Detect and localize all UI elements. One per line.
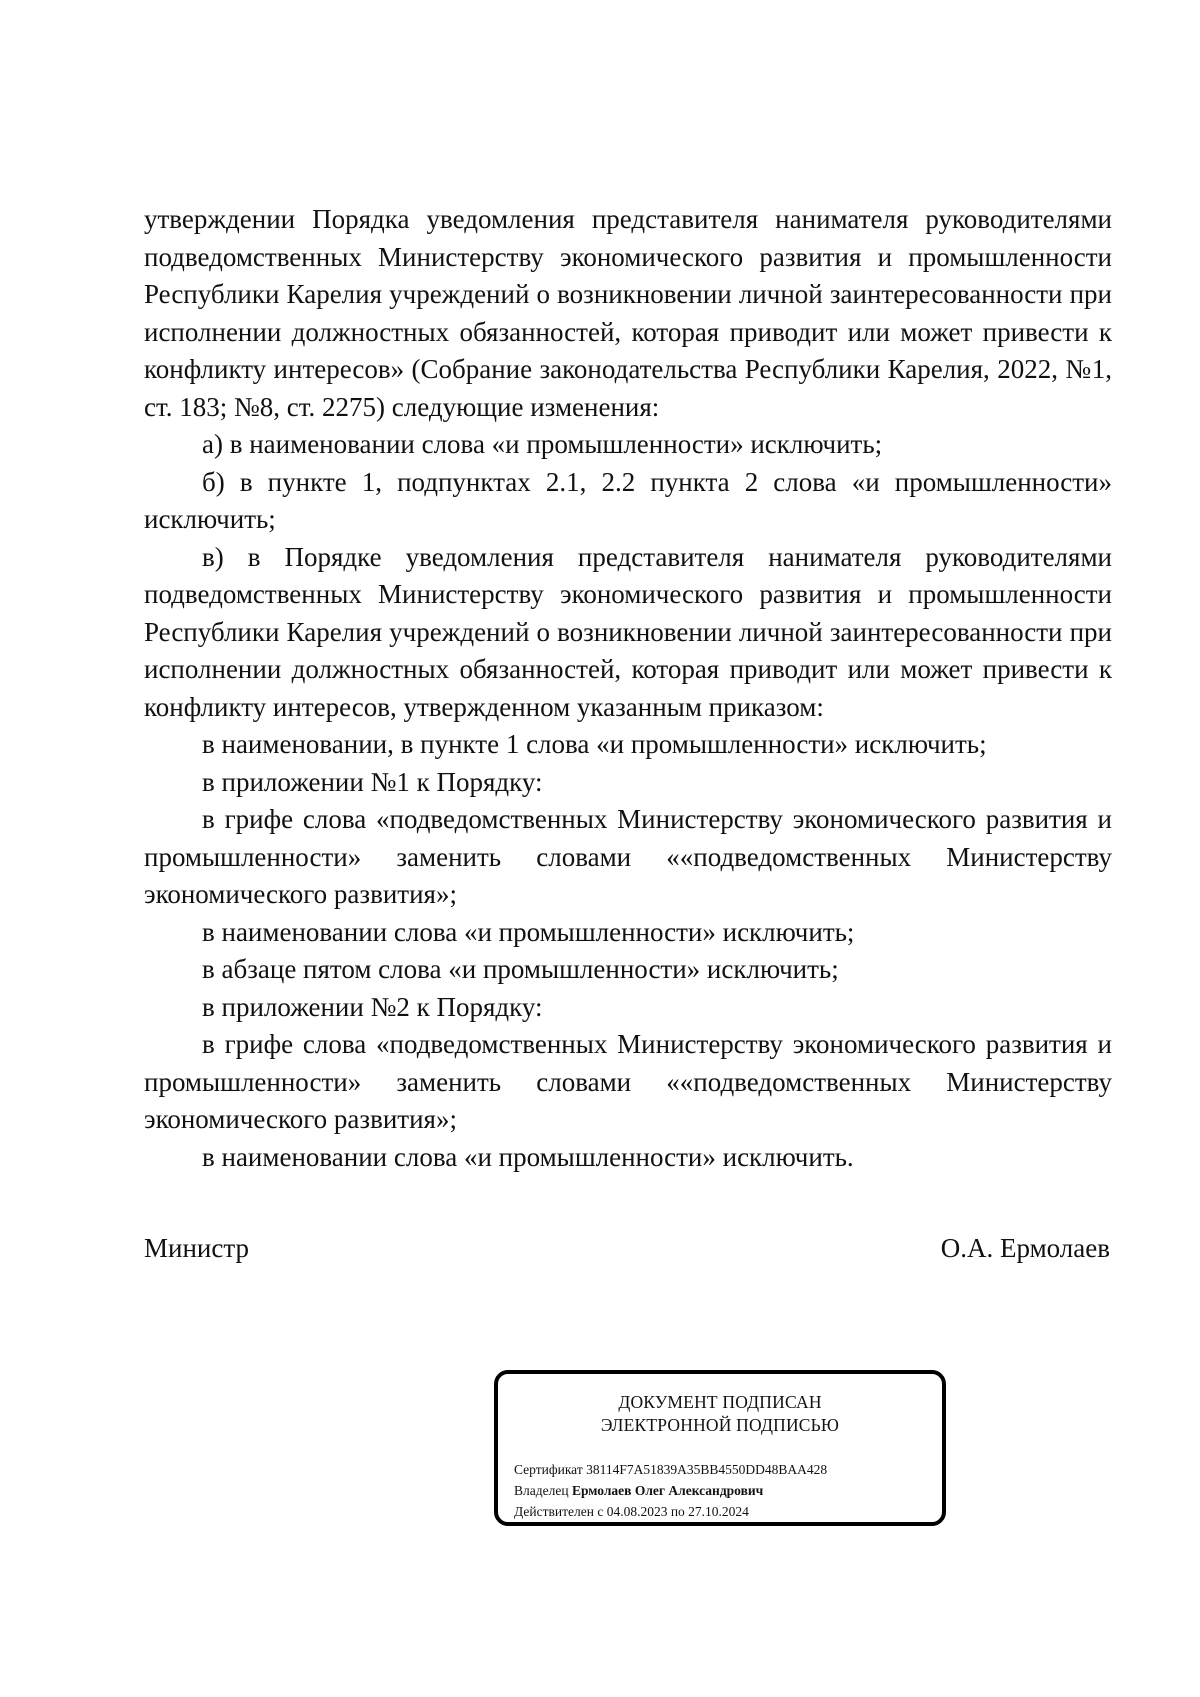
valid-from-label: с bbox=[597, 1504, 604, 1519]
signature-row bbox=[144, 1230, 1110, 1268]
paragraph-intro: утверждении Порядка уведомления представителя нанимателя руководителями подведомственных Министерству экономического развития и промышленности Республики Карелия учреждений о возникновении личной заинтересованности при исполнении должностных обязанностей, которая приводит или может привести к конфликту интересов» (Собрание законодательства Республики Карелия, 2022, №1, ст. 183; №8, ст. 2275) следующие изменения: bbox=[144, 204, 1112, 422]
valid-from: 04.08.2023 bbox=[606, 1504, 668, 1519]
paragraph-appendix-1-fifth: в абзаце пятом слова «и промышленности» исключить; bbox=[202, 954, 839, 984]
stamp-title-line1: ДОКУМЕНТ ПОДПИСАН bbox=[618, 1392, 822, 1412]
stamp-owner-row bbox=[514, 1480, 934, 1501]
document-body bbox=[144, 201, 1112, 1176]
valid-label: Действителен bbox=[514, 1504, 594, 1519]
paragraph-item-v: в) в Порядке уведомления представителя нанимателя руководителями подведомственных Министерству экономического развития и промышленности Республики Карелия учреждений о возникновении личной заинтересованности при исполнении должностных обязанностей, которая приводит или может привести к конфликту интересов, утвержденном указанным приказом: bbox=[144, 541, 1112, 722]
certificate-label: Сертификат bbox=[514, 1462, 583, 1477]
stamp-details bbox=[514, 1459, 934, 1522]
paragraph-appendix-1: в приложении №1 к Порядку: bbox=[202, 766, 543, 797]
signer-name: О.А. Ермолаев bbox=[940, 1233, 1110, 1263]
stamp-title-line2: ЭЛЕКТРОННОЙ ПОДПИСЬЮ bbox=[600, 1415, 840, 1435]
stamp-title bbox=[498, 1391, 942, 1437]
paragraph-naming-item1: в наименовании, в пункте 1 слова «и промышленности» исключить; bbox=[202, 729, 987, 759]
paragraph-appendix-2: в приложении №2 к Порядку: bbox=[202, 991, 543, 1022]
owner-label: Владелец bbox=[514, 1483, 569, 1498]
paragraph-appendix-2-naming: в наименовании слова «и промышленности» исключить. bbox=[202, 1141, 854, 1172]
valid-to-label: по bbox=[670, 1504, 685, 1519]
paragraph-item-a: а) в наименовании слова «и промышленности» исключить; bbox=[202, 429, 883, 459]
paragraph-appendix-1-griff: в грифе слова «подведомственных Министерству экономического развития и промышленности» заменить словами ««подведомственных Министерству экономического развития»; bbox=[144, 804, 1112, 909]
stamp-certificate-row bbox=[514, 1459, 934, 1480]
paragraph-appendix-2-griff: в грифе слова «подведомственных Министерству экономического развития и промышленности» заменить словами ««подведомственных Министерству экономического развития»; bbox=[144, 1029, 1112, 1134]
valid-to: 27.10.2024 bbox=[688, 1504, 749, 1519]
certificate-value: 38114F7A51839A35BB4550DD48BAA428 bbox=[586, 1462, 828, 1477]
signer-position: Министр bbox=[144, 1233, 249, 1263]
paragraph-appendix-1-naming: в наименовании слова «и промышленности» исключить; bbox=[202, 916, 855, 947]
stamp-validity-row bbox=[514, 1501, 934, 1522]
owner-value: Ермолаев Олег Александрович bbox=[571, 1483, 764, 1498]
electronic-signature-stamp bbox=[494, 1370, 946, 1526]
paragraph-item-b: б) в пункте 1, подпунктах 2.1, 2.2 пункта 2 слова «и промышленности» исключить; bbox=[144, 466, 1112, 534]
